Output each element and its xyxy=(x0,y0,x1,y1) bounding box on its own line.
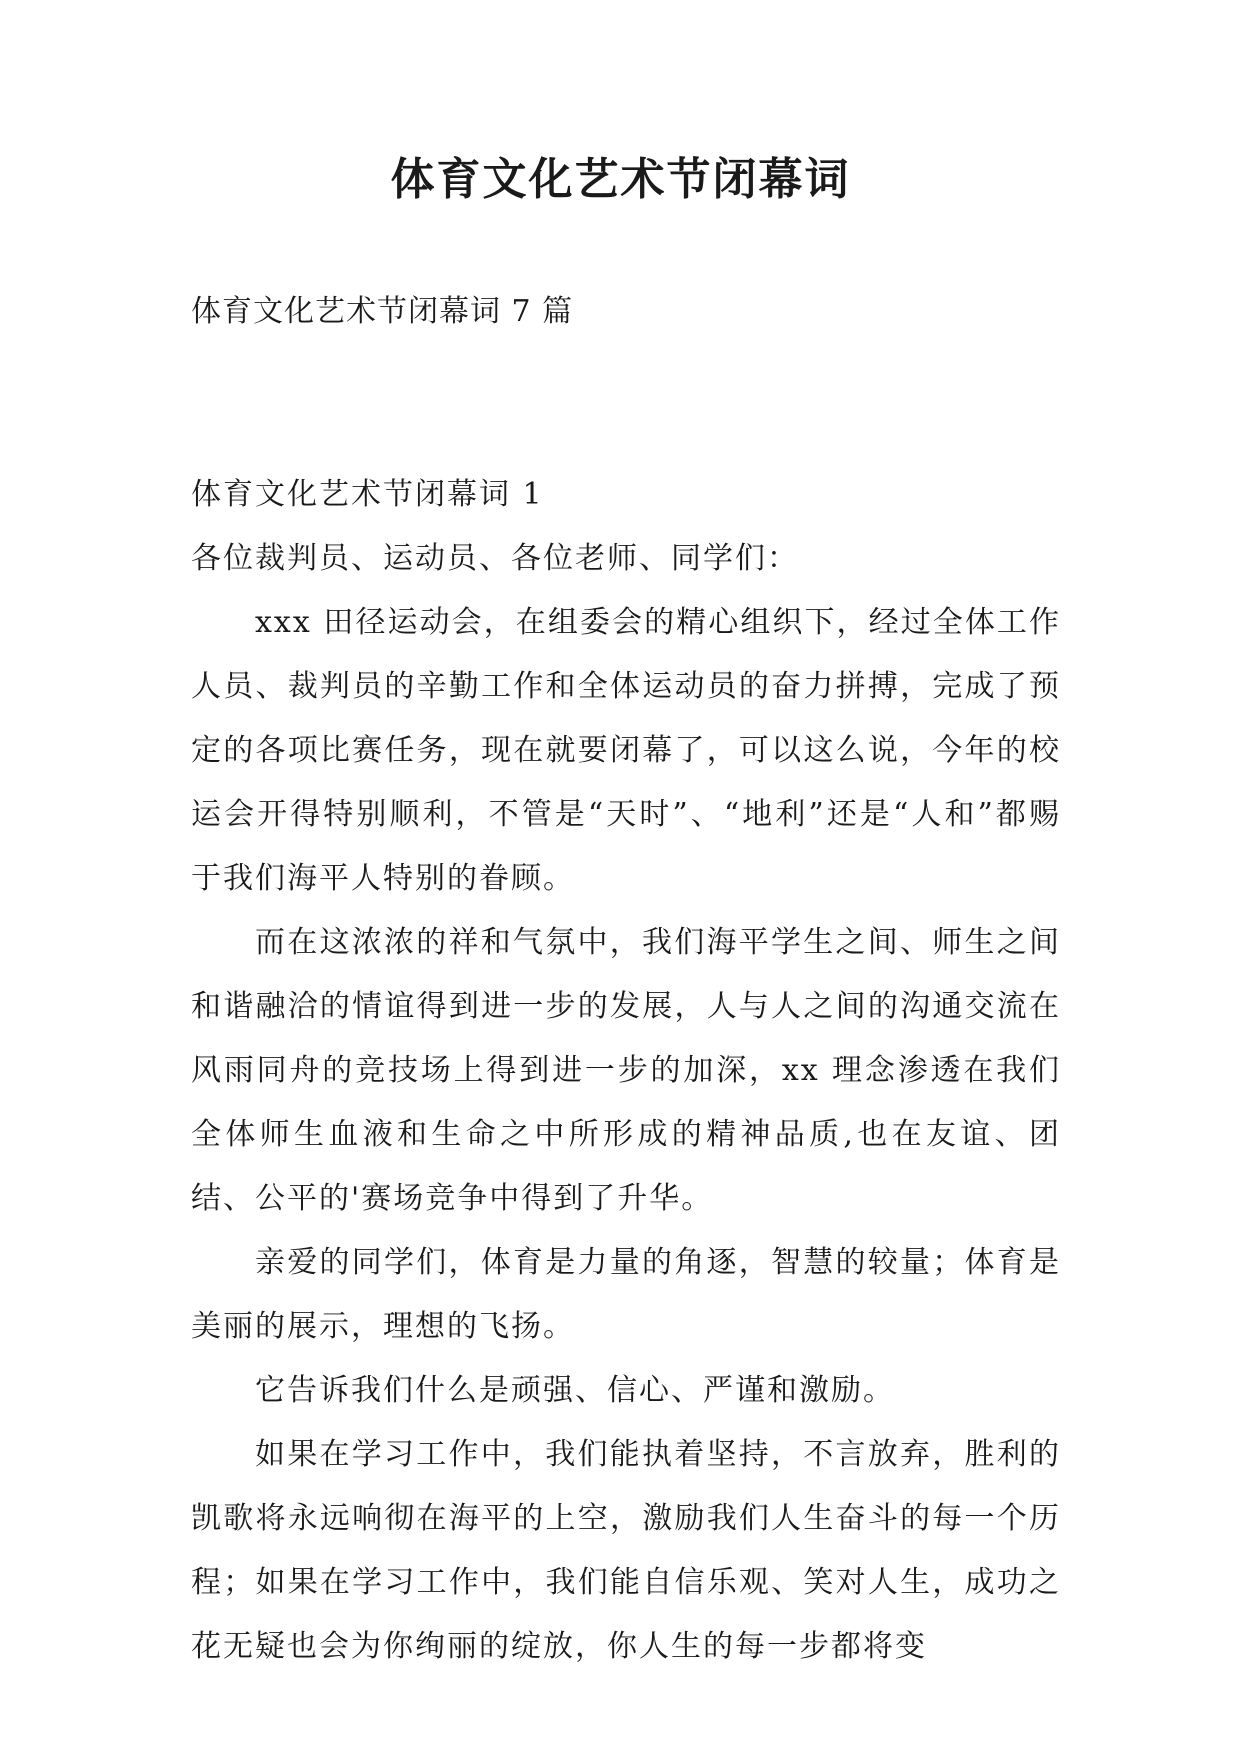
paragraph-3: 亲爱的同学们，体育是力量的角逐，智慧的较量；体育是美丽的展示，理想的飞扬。 xyxy=(191,1245,1061,1344)
paragraph-1: xxx 田径运动会，在组委会的精心组织下，经过全体工作人员、裁判员的辛勤工作和全体运动员的奋力拼搏，完成了预定的各项比赛任务，现在就要闭幕了，可以这么说，今年的校运会开得特别顺利，不管是“天时”、“地利”还是“人和”都赐于我们海平人特别的眷顾。 xyxy=(191,605,1061,896)
document-body xyxy=(191,463,1061,1679)
section-heading: 体育文化艺术节闭幕词 1 xyxy=(191,477,544,512)
paragraph-5: 如果在学习工作中，我们能执着坚持，不言放弃，胜利的凯歌将永远响彻在海平的上空，激励我们人生奋斗的每一个历程；如果在学习工作中，我们能自信乐观、笑对人生，成功之花无疑也会为你绚丽的绽放，你人生的每一步都将变 xyxy=(191,1437,1061,1664)
paragraph-2: 而在这浓浓的祥和气氛中，我们海平学生之间、师生之间和谐融洽的情谊得到进一步的发展，人与人之间的沟通交流在风雨同舟的竞技场上得到进一步的加深，xx 理念渗透在我们全体师生血液和生命之中所形成的精神品质,也在友谊、团结、公平的'赛场竞争中得到了升华。 xyxy=(191,925,1061,1216)
paragraph-4: 它告诉我们什么是顽强、信心、严谨和激励。 xyxy=(255,1373,895,1408)
document-subtitle: 体育文化艺术节闭幕词 7 篇 xyxy=(191,294,574,329)
document-title: 体育文化艺术节闭幕词 xyxy=(390,154,851,205)
salutation: 各位裁判员、运动员、各位老师、同学们： xyxy=(191,541,799,576)
